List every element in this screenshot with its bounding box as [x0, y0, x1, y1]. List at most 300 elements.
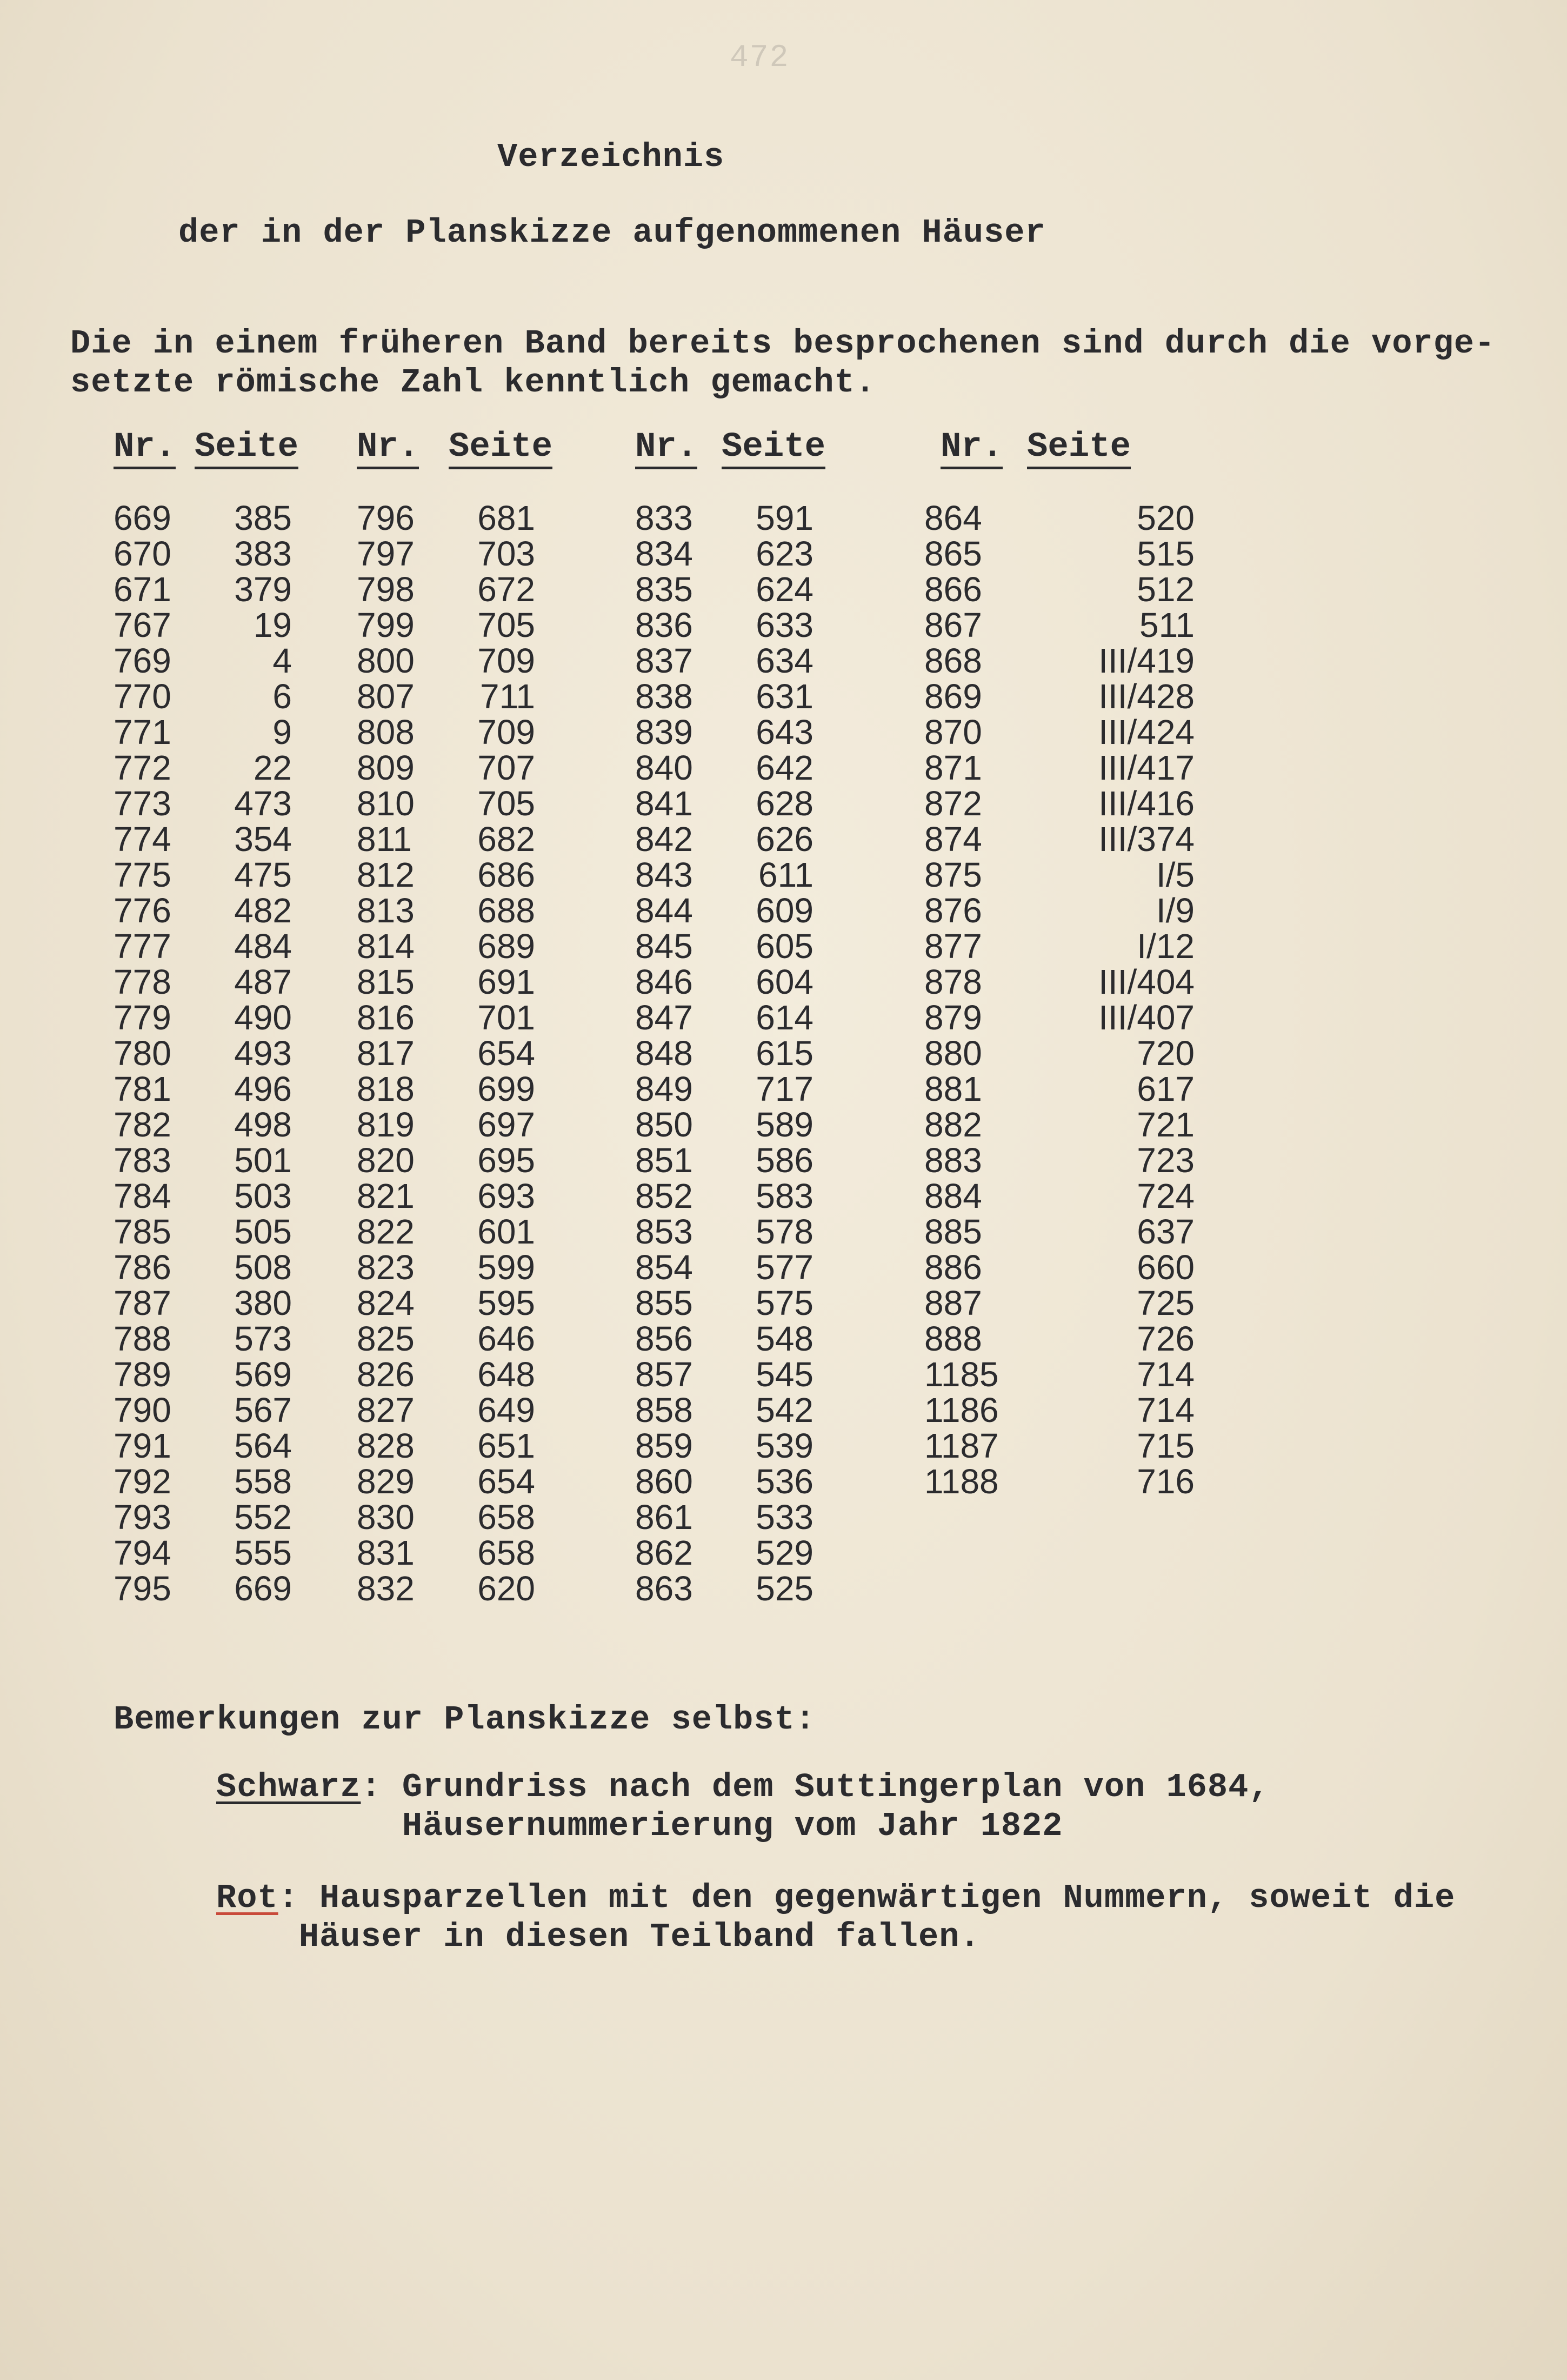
table-row	[114, 893, 292, 928]
table-row	[357, 1214, 535, 1249]
table-row	[114, 1357, 292, 1392]
page-reference: 609	[756, 891, 813, 930]
page-reference: 529	[756, 1533, 813, 1572]
page-reference: 699	[477, 1069, 535, 1108]
page-reference: 624	[756, 570, 813, 609]
table-row	[635, 1428, 813, 1464]
house-number: 794	[114, 1533, 171, 1572]
table-row	[114, 607, 292, 643]
house-number: 790	[114, 1391, 171, 1430]
house-number: 787	[114, 1284, 171, 1322]
house-number: 771	[114, 713, 171, 752]
page-reference: 672	[477, 570, 535, 609]
house-number: 858	[635, 1391, 693, 1430]
house-number: 775	[114, 855, 171, 894]
table-row	[635, 1249, 813, 1285]
page-reference: 637	[1137, 1212, 1195, 1251]
page-number: 472	[730, 41, 790, 76]
house-number: 835	[635, 570, 693, 609]
house-number: 784	[114, 1176, 171, 1215]
house-number: 783	[114, 1141, 171, 1180]
table-row	[635, 1071, 813, 1107]
table-row	[357, 1428, 535, 1464]
table-row	[924, 1464, 1195, 1499]
table-row	[924, 1035, 1195, 1071]
page-reference: 586	[756, 1141, 813, 1180]
table-row	[635, 1178, 813, 1214]
page-reference: 525	[756, 1569, 813, 1608]
table-row	[357, 1464, 535, 1499]
table-row	[924, 1321, 1195, 1357]
page-reference: 505	[234, 1212, 292, 1251]
page-reference: III/416	[1098, 784, 1195, 823]
house-number: 830	[357, 1498, 415, 1537]
house-number: 808	[357, 713, 415, 752]
table-row	[114, 1392, 292, 1428]
table-row	[635, 964, 813, 1000]
table-row	[924, 1071, 1195, 1107]
page-reference: III/417	[1098, 748, 1195, 787]
table-row	[924, 714, 1195, 750]
table-row	[924, 500, 1195, 536]
table-row	[114, 1214, 292, 1249]
table-row	[114, 571, 292, 607]
table-row	[924, 750, 1195, 786]
house-number: 777	[114, 927, 171, 966]
house-number: 807	[357, 677, 415, 716]
page-reference: 634	[756, 641, 813, 680]
table-row	[357, 1000, 535, 1035]
table-row	[357, 1392, 535, 1428]
house-number: 872	[924, 784, 982, 823]
table-row	[357, 928, 535, 964]
house-number: 888	[924, 1319, 982, 1358]
remark-text-rot	[278, 1879, 1456, 1957]
page-reference: 686	[477, 855, 535, 894]
page-reference: 4	[272, 641, 292, 680]
house-number: 767	[114, 606, 171, 644]
table-row	[357, 643, 535, 679]
page-reference: 484	[234, 927, 292, 966]
page-reference: 487	[234, 962, 292, 1001]
house-number: 853	[635, 1212, 693, 1251]
house-number: 864	[924, 498, 982, 537]
page-reference: 482	[234, 891, 292, 930]
header-nr: Nr.	[357, 430, 419, 469]
page-reference: 626	[756, 820, 813, 859]
table-row	[114, 1071, 292, 1107]
table-row	[635, 1214, 813, 1249]
page-reference: III/424	[1098, 713, 1195, 752]
page-reference: 6	[272, 677, 292, 716]
table-row	[114, 643, 292, 679]
table-row	[635, 786, 813, 821]
table-row	[924, 643, 1195, 679]
remark-rot	[216, 1879, 1456, 1956]
page-reference: 379	[234, 570, 292, 609]
table-row	[114, 1285, 292, 1321]
house-number: 869	[924, 677, 982, 716]
table-row	[357, 786, 535, 821]
header-nr: Nr.	[635, 430, 697, 469]
table-row	[357, 679, 535, 714]
page-reference: 620	[477, 1569, 535, 1608]
house-number: 800	[357, 641, 415, 680]
table-column-4	[924, 428, 1205, 1501]
house-number: 836	[635, 606, 693, 644]
remark-schwarz	[216, 1768, 1270, 1845]
page-reference: 583	[756, 1176, 813, 1215]
page-reference: III/374	[1098, 820, 1195, 859]
table-row	[357, 1535, 535, 1571]
house-number: 1186	[924, 1391, 999, 1430]
table-header	[114, 428, 299, 481]
page-reference: 633	[756, 606, 813, 644]
table-row	[924, 857, 1195, 893]
table-row	[635, 1535, 813, 1571]
table-row	[357, 1107, 535, 1142]
table-row	[635, 821, 813, 857]
table-row	[357, 1071, 535, 1107]
table-header	[924, 430, 1205, 481]
table-header	[357, 430, 562, 481]
house-number: 820	[357, 1141, 415, 1180]
page-reference: 545	[756, 1355, 813, 1394]
house-number: 832	[357, 1569, 415, 1608]
table-row	[924, 1428, 1195, 1464]
table-column-2	[357, 428, 562, 1608]
table-row	[114, 1464, 292, 1499]
page-reference: 589	[756, 1105, 813, 1144]
page-reference: 558	[234, 1462, 292, 1501]
page-reference: III/419	[1098, 641, 1195, 680]
table-row	[635, 1464, 813, 1499]
table-row	[114, 1499, 292, 1535]
house-number: 868	[924, 641, 982, 680]
page-reference: 503	[234, 1176, 292, 1215]
house-number: 886	[924, 1248, 982, 1287]
house-number: 884	[924, 1176, 982, 1215]
page-reference: 575	[756, 1284, 813, 1322]
house-number: 793	[114, 1498, 171, 1537]
house-number: 874	[924, 820, 982, 859]
house-number: 772	[114, 748, 171, 787]
remark-line: : Hausparzellen mit den gegenwärtigen Nummern, soweit die	[278, 1879, 1456, 1917]
page-reference: 548	[756, 1319, 813, 1358]
table-row	[924, 1392, 1195, 1428]
table-row	[114, 1249, 292, 1285]
house-number: 670	[114, 534, 171, 573]
page-reference: 701	[477, 998, 535, 1037]
house-number: 781	[114, 1069, 171, 1108]
page-reference: 567	[234, 1391, 292, 1430]
table-row	[114, 714, 292, 750]
table-row	[114, 1142, 292, 1178]
table-row	[635, 1357, 813, 1392]
page-reference: 511	[1139, 606, 1195, 644]
table-row	[635, 1392, 813, 1428]
house-number: 813	[357, 891, 415, 930]
table-row	[924, 1178, 1195, 1214]
page-reference: 385	[234, 498, 292, 537]
table-row	[924, 893, 1195, 928]
house-number: 827	[357, 1391, 415, 1430]
table-row	[924, 1357, 1195, 1392]
table-row	[114, 500, 292, 536]
house-number: 870	[924, 713, 982, 752]
table-row	[635, 1035, 813, 1071]
house-number: 871	[924, 748, 982, 787]
house-number: 887	[924, 1284, 982, 1322]
page-reference: 660	[1137, 1248, 1195, 1287]
table-row	[635, 1499, 813, 1535]
header-seite: Seite	[449, 430, 552, 469]
header-nr: Nr.	[114, 430, 176, 469]
house-number: 860	[635, 1462, 693, 1501]
house-number: 865	[924, 534, 982, 573]
house-number: 863	[635, 1569, 693, 1608]
house-number: 842	[635, 820, 693, 859]
table-row	[635, 1107, 813, 1142]
house-number: 843	[635, 855, 693, 894]
house-number: 789	[114, 1355, 171, 1394]
table-column-3	[635, 428, 841, 1608]
house-number: 824	[357, 1284, 415, 1322]
page-reference: 493	[234, 1034, 292, 1073]
house-number: 834	[635, 534, 693, 573]
page-reference: 569	[234, 1355, 292, 1394]
page-reference: 658	[477, 1533, 535, 1572]
page-reference: 715	[1137, 1426, 1195, 1465]
page-reference: 631	[756, 677, 813, 716]
page-reference: 542	[756, 1391, 813, 1430]
house-number: 855	[635, 1284, 693, 1322]
page-reference: 599	[477, 1248, 535, 1287]
page-reference: III/428	[1098, 677, 1195, 716]
page-reference: 697	[477, 1105, 535, 1144]
page-reference: III/404	[1098, 962, 1195, 1001]
house-number: 669	[114, 498, 171, 537]
house-number: 844	[635, 891, 693, 930]
table-row	[114, 1035, 292, 1071]
house-number: 877	[924, 927, 982, 966]
page-reference: 496	[234, 1069, 292, 1108]
table-row	[635, 1321, 813, 1357]
house-number: 819	[357, 1105, 415, 1144]
page-reference: 573	[234, 1319, 292, 1358]
intro-line: Die in einem früheren Band bereits besprochenen sind durch die vorge-	[70, 324, 1496, 363]
header-seite: Seite	[1027, 430, 1131, 469]
header-seite: Seite	[722, 430, 825, 469]
house-number: 821	[357, 1176, 415, 1215]
page-reference: 709	[477, 713, 535, 752]
table-row	[357, 1321, 535, 1357]
table-row	[924, 964, 1195, 1000]
page-reference: I/9	[1156, 891, 1195, 930]
table-row	[924, 571, 1195, 607]
table-row	[924, 821, 1195, 857]
house-number: 867	[924, 606, 982, 644]
table-row	[114, 1321, 292, 1357]
page-reference: 716	[1137, 1462, 1195, 1501]
page-reference: 536	[756, 1462, 813, 1501]
house-number: 799	[357, 606, 415, 644]
house-number: 797	[357, 534, 415, 573]
table-row	[924, 1214, 1195, 1249]
page-reference: III/407	[1098, 998, 1195, 1037]
page-subtitle: der in der Planskizze aufgenommenen Häuser	[178, 214, 1046, 252]
page-reference: 681	[477, 498, 535, 537]
table-row	[114, 1535, 292, 1571]
page-reference: 578	[756, 1212, 813, 1251]
page-reference: 380	[234, 1284, 292, 1322]
page-reference: 714	[1137, 1391, 1195, 1430]
table-row	[635, 1285, 813, 1321]
table-row	[114, 928, 292, 964]
table-row	[357, 536, 535, 571]
table-row	[635, 1571, 813, 1606]
house-number: 837	[635, 641, 693, 680]
house-number: 779	[114, 998, 171, 1037]
page-reference: 691	[477, 962, 535, 1001]
page-reference: 628	[756, 784, 813, 823]
page-reference: 695	[477, 1141, 535, 1180]
table-row	[924, 607, 1195, 643]
house-number: 796	[357, 498, 415, 537]
house-number: 857	[635, 1355, 693, 1394]
table-row	[114, 1428, 292, 1464]
intro-paragraph	[70, 324, 1551, 402]
table-row	[357, 1249, 535, 1285]
page-reference: 693	[477, 1176, 535, 1215]
table-row	[924, 1107, 1195, 1142]
house-number: 854	[635, 1248, 693, 1287]
house-number: 809	[357, 748, 415, 787]
page-reference: 648	[477, 1355, 535, 1394]
house-number: 876	[924, 891, 982, 930]
table-row	[114, 1000, 292, 1035]
house-number: 852	[635, 1176, 693, 1215]
page-reference: 725	[1137, 1284, 1195, 1322]
page-reference: 475	[234, 855, 292, 894]
table-column-1	[114, 428, 299, 1608]
house-number: 826	[357, 1355, 415, 1394]
house-number: 880	[924, 1034, 982, 1073]
page-reference: 720	[1137, 1034, 1195, 1073]
table-row	[635, 500, 813, 536]
table-row	[924, 1142, 1195, 1178]
table-row	[357, 857, 535, 893]
table-row	[635, 1000, 813, 1035]
house-number: 850	[635, 1105, 693, 1144]
table-row	[114, 679, 292, 714]
table-row	[357, 714, 535, 750]
page-reference: 520	[1137, 498, 1195, 537]
rows-col-3	[635, 500, 813, 1606]
table-row	[924, 786, 1195, 821]
rows-col-4	[924, 500, 1195, 1499]
house-number: 847	[635, 998, 693, 1037]
page-reference: 658	[477, 1498, 535, 1537]
table-row	[114, 1571, 292, 1606]
remark-line: Häusernummerierung vom Jahr 1822	[361, 1807, 1063, 1845]
page-reference: 705	[477, 606, 535, 644]
page-reference: 669	[234, 1569, 292, 1608]
house-number: 798	[357, 570, 415, 609]
house-number: 778	[114, 962, 171, 1001]
header-seite: Seite	[195, 430, 298, 469]
table-row	[357, 1285, 535, 1321]
house-number: 851	[635, 1141, 693, 1180]
house-number: 861	[635, 1498, 693, 1537]
page-reference: 515	[1137, 534, 1195, 573]
table-row	[635, 679, 813, 714]
house-number: 849	[635, 1069, 693, 1108]
house-number: 671	[114, 570, 171, 609]
table-row	[357, 750, 535, 786]
house-number: 883	[924, 1141, 982, 1180]
page-reference: 623	[756, 534, 813, 573]
table-row	[635, 714, 813, 750]
house-number: 791	[114, 1426, 171, 1465]
table-row	[924, 1249, 1195, 1285]
page-reference: 709	[477, 641, 535, 680]
house-number: 786	[114, 1248, 171, 1287]
house-number: 823	[357, 1248, 415, 1287]
page-reference: 601	[477, 1212, 535, 1251]
house-number: 792	[114, 1462, 171, 1501]
page-reference: 605	[756, 927, 813, 966]
page-reference: I/12	[1137, 927, 1195, 966]
house-number: 848	[635, 1034, 693, 1073]
page-reference: 615	[756, 1034, 813, 1073]
house-number: 770	[114, 677, 171, 716]
table-row	[357, 1035, 535, 1071]
house-number: 782	[114, 1105, 171, 1144]
table-row	[357, 964, 535, 1000]
table-row	[635, 857, 813, 893]
page-reference: 711	[479, 677, 535, 716]
house-number: 1187	[924, 1426, 999, 1465]
house-number: 825	[357, 1319, 415, 1358]
house-number: 839	[635, 713, 693, 752]
table-row	[924, 1000, 1195, 1035]
table-row	[114, 964, 292, 1000]
page-reference: 646	[477, 1319, 535, 1358]
house-number: 769	[114, 641, 171, 680]
table-row	[357, 607, 535, 643]
house-number: 840	[635, 748, 693, 787]
table-row	[114, 536, 292, 571]
page-reference: 508	[234, 1248, 292, 1287]
page-reference: 651	[477, 1426, 535, 1465]
page-reference: 714	[1137, 1355, 1195, 1394]
page-reference: 643	[756, 713, 813, 752]
house-number: 773	[114, 784, 171, 823]
page-reference: 654	[477, 1034, 535, 1073]
house-number: 862	[635, 1533, 693, 1572]
page-reference: 682	[477, 820, 535, 859]
house-number: 841	[635, 784, 693, 823]
remark-label-rot: Rot	[216, 1879, 278, 1917]
house-number: 881	[924, 1069, 982, 1108]
page-reference: 595	[477, 1284, 535, 1322]
page-reference: 617	[1137, 1069, 1195, 1108]
table-row	[635, 893, 813, 928]
page-reference: I/5	[1156, 855, 1195, 894]
page-reference: 19	[253, 606, 292, 644]
house-number: 822	[357, 1212, 415, 1251]
